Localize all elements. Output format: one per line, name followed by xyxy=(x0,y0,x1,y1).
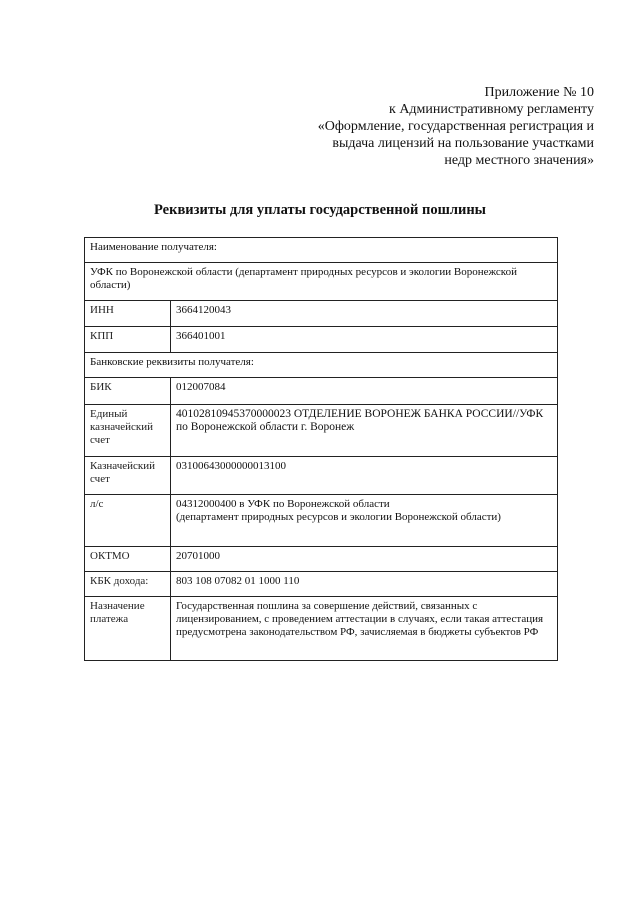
regulation-title-line-1: «Оформление, государственная регистрация и xyxy=(317,119,594,134)
table-row xyxy=(85,378,558,405)
payment-purpose-value: Государственная пошлина за совершение действий, связанных с лицензированием, с проведением аттестации в случаях, если такая аттестация предусмотрена законодательством РФ, зачисляемая в бюджеты субъектов РФ xyxy=(171,597,558,661)
table-row xyxy=(85,353,558,378)
oktmo-label: ОКТМО xyxy=(85,547,171,572)
appendix-reference: к Административному регламенту xyxy=(389,102,594,117)
table-row xyxy=(85,597,558,661)
appendix-number: Приложение № 10 xyxy=(484,85,594,100)
table-row xyxy=(85,405,558,457)
personal-account-value xyxy=(171,495,558,547)
table-row xyxy=(85,547,558,572)
payment-purpose-label: Назначение платежа xyxy=(85,597,171,661)
table-row xyxy=(85,572,558,597)
bik-label: БИК xyxy=(85,378,171,405)
table-row xyxy=(85,327,558,353)
regulation-title-line-3: недр местного значения» xyxy=(444,153,594,168)
recipient-label: Наименование получателя: xyxy=(85,238,558,263)
personal-account-line-2: (департамент природных ресурсов и экологии Воронежской области) xyxy=(176,511,501,523)
kpp-label: КПП xyxy=(85,327,171,353)
regulation-title-line-2: выдача лицензий на пользование участками xyxy=(332,136,594,151)
table-row xyxy=(85,495,558,547)
account-value: 03100643000000013100 xyxy=(171,457,558,495)
kbk-value: 803 108 07082 01 1000 110 xyxy=(171,572,558,597)
personal-account-label: л/с xyxy=(85,495,171,547)
treasury-account-value: 40102810945370000023 ОТДЕЛЕНИЕ ВОРОНЕЖ БАНКА РОССИИ//УФК по Воронежской области г. Воронеж xyxy=(171,405,558,457)
inn-label: ИНН xyxy=(85,301,171,327)
bank-details-label: Банковские реквизиты получателя: xyxy=(85,353,558,378)
account-label: Казначейский счет xyxy=(85,457,171,495)
table-row xyxy=(85,263,558,301)
personal-account-line-1: 04312000400 в УФК по Воронежской области xyxy=(176,498,390,510)
table-row xyxy=(85,301,558,327)
oktmo-value: 20701000 xyxy=(171,547,558,572)
table-row xyxy=(85,238,558,263)
requisites-table xyxy=(84,237,558,661)
bik-value: 012007084 xyxy=(171,378,558,405)
kpp-value: 366401001 xyxy=(171,327,558,353)
kbk-label: КБК дохода: xyxy=(85,572,171,597)
inn-value: 3664120043 xyxy=(171,301,558,327)
document-title: Реквизиты для уплаты государственной пошлины xyxy=(154,202,486,218)
table-row xyxy=(85,457,558,495)
treasury-account-label: Единый казначейский счет xyxy=(85,405,171,457)
appendix-header xyxy=(174,84,594,169)
recipient-value: УФК по Воронежской области (департамент природных ресурсов и экологии Воронежской области) xyxy=(85,263,558,301)
